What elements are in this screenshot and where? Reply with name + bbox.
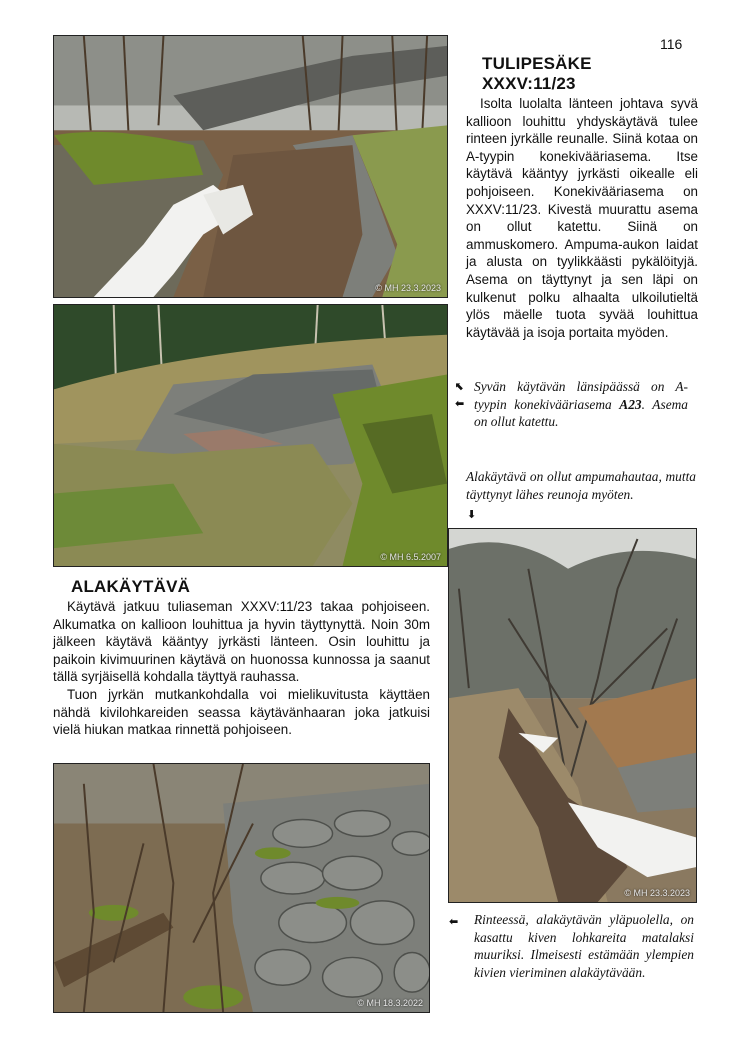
photo-stone-wall-image <box>54 764 429 1012</box>
section-title-line1: TULIPESÄKE <box>482 54 592 73</box>
left-arrow-icon: ⬅ <box>449 915 459 928</box>
photo-trench-snow <box>53 35 448 298</box>
photo-trench-snow-image <box>54 36 447 297</box>
down-arrow-icon: ⬇ <box>467 508 477 521</box>
caption-machine-gun-position <box>474 378 688 431</box>
left-arrow-icon: ⬅ <box>455 397 465 410</box>
photo-credit: © MH 18.3.2022 <box>357 998 423 1008</box>
section1-paragraph: Isolta luolalta länteen johtava syvä kallioon louhittu yhdyskäytävä tulee rinteen jyrkälle reunalle. Siinä kotaa on A-tyypin konekivääriasema. Itse käytävä kääntyy jyrkästi oikealle eli pohjoiseen. Konekivääriasema on XXXV:11/23. Kivestä muurattu asema on ollut katettu. Siinä on ammuskomero. Ampuma-aukon laidat ja alusta on tyylikkäästi pykälöityjä. Asema on täyttynyt ja sen läpi on kulkenut polku alhaalta ulkoilutieltä ylös mäelle tuota syvää louhittua käytävää ja isoja portaita myöden. <box>466 96 698 340</box>
photo-credit: © MH 23.3.2023 <box>624 888 690 898</box>
photo-credit: © MH 6.5.2007 <box>380 552 441 562</box>
section-title-line2: XXXV:11/23 <box>482 74 576 93</box>
photo-machine-gun-position <box>53 304 448 567</box>
section2-paragraph-2: Tuon jyrkän mutkankohdalla voi mielikuvitusta käyttäen nähdä kivilohkareiden seassa käytävänhaaran joka jatkuisi vielä hiukan matkaa rinnettä pohjoiseen. <box>53 686 430 738</box>
caption-bold-code: A23 <box>619 396 642 412</box>
section2-paragraph-1: Käytävä jatkuu tuliaseman XXXV:11/23 takaa pohjoiseen. Alkumatka on kallioon louhittua ja hyvin täyttynyttä. Noin 30m jälkeen käytävä kääntyy jyrkästi länteen. Osin louhittu ja paikoin kivimuurinen käytävä on huonossa kunnossa ja saanut tällä syrjäisellä kohdalla täyttyä rauhassa. <box>53 599 430 685</box>
section-title-tulipesake <box>482 54 592 94</box>
section1-body <box>466 95 698 341</box>
photo-lower-trench-image <box>449 529 696 902</box>
caption-text: Alakäytävä on ollut ampumahautaa, mutta täyttynyt lähes reunoja myöten. <box>466 469 696 502</box>
section-title-alakaytava: ALAKÄYTÄVÄ <box>71 577 191 596</box>
caption-text: Syvän käytävän länsipäässä on A-tyypin konekivääriasema <box>474 379 688 412</box>
caption-lower-trench <box>466 468 696 503</box>
section2-body <box>53 598 430 739</box>
caption-stone-wall <box>474 911 694 981</box>
photo-stone-wall <box>53 763 430 1013</box>
photo-credit: © MH 23.3.2023 <box>375 283 441 293</box>
caption-text: Rinteessä, alakäytävän yläpuolella, on kasattu kiven lohkareita matalaksi muuriksi. Ilmeisesti estämään ylempien kivien vieriminen alakäytävään. <box>474 912 694 980</box>
page-number: 116 <box>660 36 683 52</box>
photo-machine-gun-position-image <box>54 305 447 566</box>
photo-lower-trench <box>448 528 697 903</box>
caption-text-end: . Asema on ollut katettu. <box>474 396 689 429</box>
up-left-arrow-icon: ⬉ <box>455 380 465 393</box>
